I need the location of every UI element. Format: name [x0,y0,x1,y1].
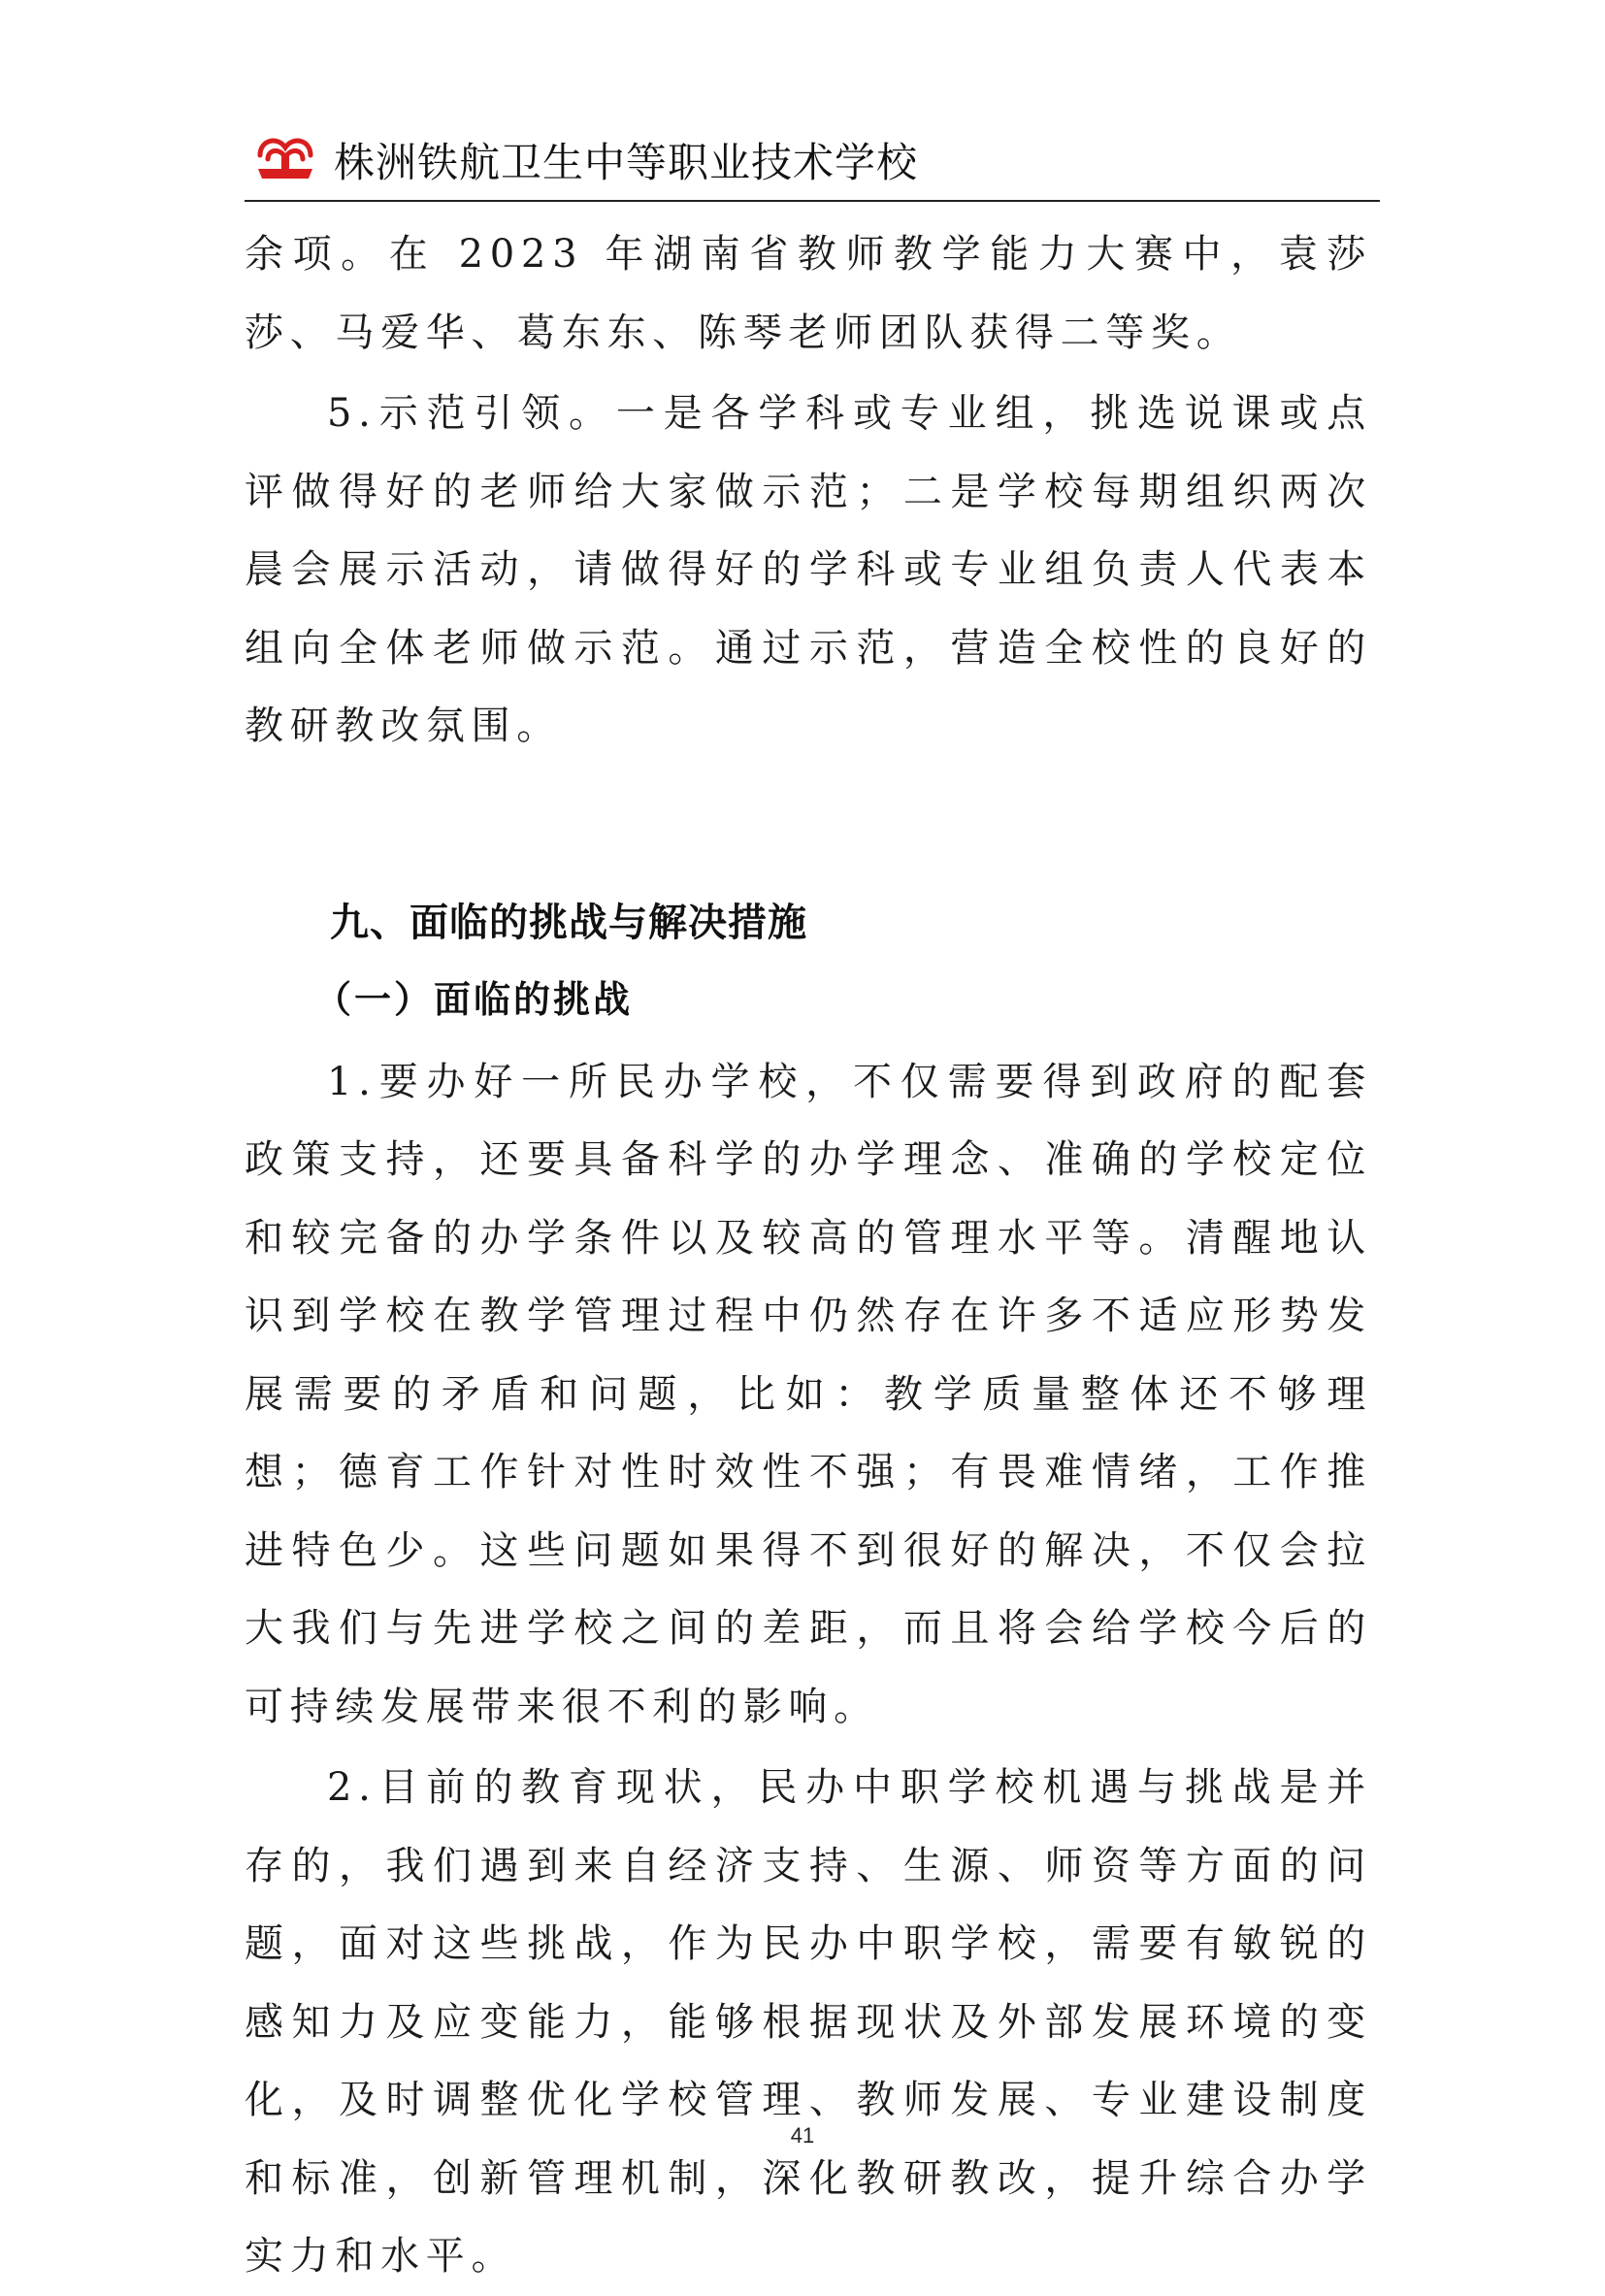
paragraph-item-5: 5.示范引领。一是各学科或专业组，挑选说课或点评做得好的老师给大家做示范；二是学校每期组织两次晨会展示活动，请做得好的学科或专业组负责人代表本组向全体老师做示范。通过示范，营造全校性的良好的教研教改氛围。 [245,391,1372,748]
page-header [245,124,1380,200]
section-heading: 九、面临的挑战与解决措施 [330,900,807,945]
subsection-heading: （一）面临的挑战 [314,976,634,1021]
school-logo-icon [252,130,318,184]
header-divider [245,200,1380,202]
page-content [245,215,1372,2296]
paragraph-continuation: 余项。在 2023 年湖南省教师教学能力大赛中，袁莎莎、马爱华、葛东东、陈琴老师团队获得二等奖。 [245,232,1372,355]
paragraph-challenge-2: 2.目前的教育现状，民办中职学校机遇与挑战是并存的，我们遇到来自经济支持、生源、师资等方面的问题，面对这些挑战，作为民办中职学校，需要有敏锐的感知力及应变能力，能够根据现状及外部发展环境的变化，及时调整优化学校管理、教师发展、专业建设制度和标准，创新管理机制，深化教研教改，提升综合办学实力和水平。 [245,1765,1372,2279]
school-name: 株洲铁航卫生中等职业技术学校 [334,139,919,186]
paragraph-challenge-1: 1.要办好一所民办学校，不仅需要得到政府的配套政策支持，还要具备科学的办学理念、准确的学校定位和较完备的办学条件以及较高的管理水平等。清醒地认识到学校在教学管理过程中仍然存在许多不适应形势发展需要的矛盾和问题，比如：教学质量整体还不够理想；德育工作针对性时效性不强；有畏难情绪，工作推进特色少。这些问题如果得不到很好的解决，不仅会拉大我们与先进学校之间的差距，而且将会给学校今后的可持续发展带来很不利的影响。 [245,1059,1372,1729]
page-number: 41 [790,2123,815,2148]
